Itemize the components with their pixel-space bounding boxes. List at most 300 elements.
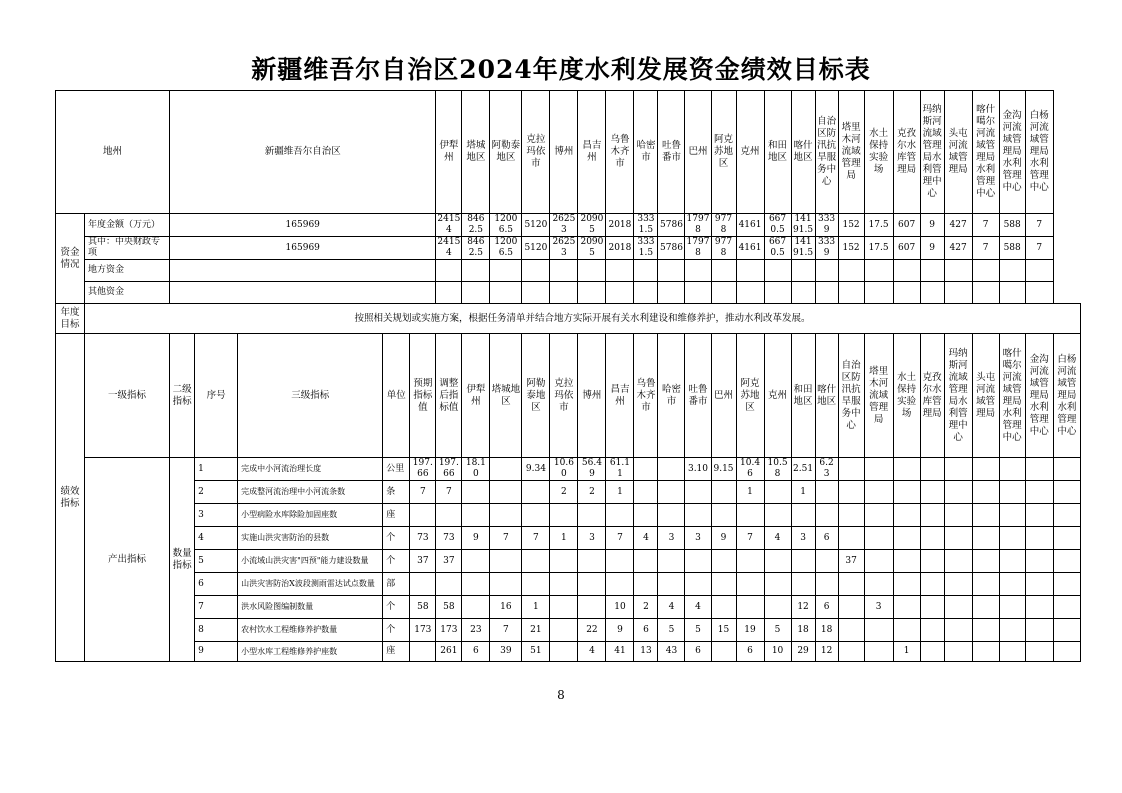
region-header: 阿克苏地区 xyxy=(736,334,764,458)
indicator-value: 6 xyxy=(685,642,711,662)
indicator-value xyxy=(522,573,550,596)
indicator-value xyxy=(462,550,490,573)
indicator-value xyxy=(791,550,815,573)
indicator-planned: 37 xyxy=(410,550,436,573)
indicator-seq: 5 xyxy=(195,550,238,573)
indicator-value xyxy=(920,481,944,504)
indicator-value: 10 xyxy=(764,642,791,662)
indicator-value xyxy=(736,596,764,619)
region-header: 昌吉州 xyxy=(578,91,606,214)
indicator-adjusted: 73 xyxy=(436,527,462,550)
fund-value: 8462.5 xyxy=(462,237,490,260)
indicator-value xyxy=(944,504,972,527)
indicator-value xyxy=(711,481,736,504)
fund-value: 12006.5 xyxy=(490,237,522,260)
fund-value: 9 xyxy=(920,214,944,237)
indicator-value: 4 xyxy=(634,527,658,550)
indicator-value xyxy=(462,504,490,527)
indicator-value: 5 xyxy=(658,619,685,642)
fund-value xyxy=(1025,260,1053,282)
indicator-value xyxy=(1053,527,1080,550)
indicator-value: 4 xyxy=(764,527,791,550)
indicator-planned xyxy=(410,642,436,662)
indicator-value: 12 xyxy=(791,596,815,619)
indicator-value xyxy=(944,527,972,550)
fund-value xyxy=(462,282,490,304)
fund-value: 3331.5 xyxy=(634,237,658,260)
indicator-name: 洪水风险图编制数量 xyxy=(238,596,383,619)
indicator-value xyxy=(711,642,736,662)
indicator-value: 1 xyxy=(893,642,920,662)
fund-value: 5120 xyxy=(522,237,550,260)
region-header: 克拉玛依市 xyxy=(522,91,550,214)
indicator-adjusted xyxy=(436,504,462,527)
fund-value: 5786 xyxy=(658,214,685,237)
fund-row-label: 其中：中央财政专项 xyxy=(85,237,170,260)
indicator-value xyxy=(838,619,864,642)
indicator-value xyxy=(864,619,893,642)
indicator-adjusted xyxy=(436,573,462,596)
level3-header: 三级指标 xyxy=(238,334,383,458)
indicator-seq: 8 xyxy=(195,619,238,642)
indicator-value xyxy=(658,458,685,481)
indicator-planned: 197.66 xyxy=(410,458,436,481)
fund-value: 2018 xyxy=(606,237,634,260)
indicator-name: 山洪灾害防治X波段测雨雷达试点数量 xyxy=(238,573,383,596)
indicator-name: 小型病险水库除险加固座数 xyxy=(238,504,383,527)
indicator-value xyxy=(920,573,944,596)
indicator-seq: 1 xyxy=(195,458,238,481)
indicator-unit: 公里 xyxy=(383,458,410,481)
fund-value xyxy=(522,260,550,282)
indicator-unit: 个 xyxy=(383,527,410,550)
region-header: 乌鲁木齐市 xyxy=(606,91,634,214)
indicator-value xyxy=(972,481,999,504)
indicator-value xyxy=(920,527,944,550)
indicator-value xyxy=(711,504,736,527)
indicator-value: 5 xyxy=(685,619,711,642)
region-header: 阿克苏地区 xyxy=(711,91,736,214)
fund-value xyxy=(634,282,658,304)
indicator-value xyxy=(606,550,634,573)
fund-value: 588 xyxy=(999,214,1025,237)
seq-header: 序号 xyxy=(195,334,238,458)
fund-total xyxy=(170,282,436,304)
indicator-value xyxy=(972,458,999,481)
indicator-value: 6 xyxy=(815,596,838,619)
fund-value: 17978 xyxy=(686,237,710,258)
region-header: 水土保持实验场 xyxy=(864,91,893,214)
indicator-value xyxy=(864,458,893,481)
indicator-value xyxy=(490,550,522,573)
indicator-value: 22 xyxy=(578,619,606,642)
indicator-value: 3 xyxy=(658,527,685,550)
indicator-unit: 条 xyxy=(383,481,410,504)
indicator-value xyxy=(944,573,972,596)
region-header: 伊犁州 xyxy=(436,91,462,214)
fund-value xyxy=(920,282,944,304)
indicator-value xyxy=(815,504,838,527)
fund-total: 165969 xyxy=(170,237,436,260)
region-header: 巴州 xyxy=(685,91,711,214)
indicator-seq: 7 xyxy=(195,596,238,619)
fund-value xyxy=(944,260,972,282)
indicator-name: 小流域山洪灾害"四预"能力建设数量 xyxy=(238,550,383,573)
fund-value xyxy=(838,260,864,282)
region-header: 玛纳斯河流域管理局水利管理中心 xyxy=(944,334,972,458)
indicator-value xyxy=(522,550,550,573)
indicator-value xyxy=(972,642,999,662)
indicator-value xyxy=(658,550,685,573)
indicator-value xyxy=(972,527,999,550)
indicator-unit: 个 xyxy=(383,619,410,642)
fund-value xyxy=(462,260,490,282)
indicator-seq: 2 xyxy=(195,481,238,504)
indicator-value: 43 xyxy=(658,642,685,662)
indicator-value: 1 xyxy=(522,596,550,619)
indicator-value xyxy=(1053,504,1080,527)
indicator-value xyxy=(864,550,893,573)
indicator-value xyxy=(550,596,578,619)
fund-value xyxy=(815,282,838,304)
indicator-value xyxy=(999,619,1025,642)
indicator-value: 9 xyxy=(711,527,736,550)
fund-value: 3339 xyxy=(815,214,838,237)
indicator-value xyxy=(736,504,764,527)
indicator-value xyxy=(999,481,1025,504)
indicator-planned: 7 xyxy=(410,481,436,504)
indicator-value xyxy=(944,481,972,504)
indicator-value: 4 xyxy=(658,596,685,619)
indicator-value: 3 xyxy=(685,527,711,550)
indicator-value: 39 xyxy=(490,642,522,662)
region-header: 金沟河流域管理局水利管理中心 xyxy=(999,91,1025,214)
indicator-value xyxy=(972,573,999,596)
annual-goal-text: 按照相关规划或实施方案，根据任务清单并结合地方实际开展有关水利建设和维修养护，推动水利改革发展。 xyxy=(85,304,1081,334)
performance-target-table xyxy=(55,90,1081,662)
region-header: 塔里木河流域管理局 xyxy=(838,91,864,214)
indicator-unit: 座 xyxy=(383,504,410,527)
indicator-value xyxy=(893,527,920,550)
indicator-value xyxy=(550,642,578,662)
indicator-value: 3 xyxy=(791,527,815,550)
page-number: 8 xyxy=(557,688,565,702)
indicator-value xyxy=(972,619,999,642)
indicator-value: 23 xyxy=(462,619,490,642)
indicator-value: 7 xyxy=(522,527,550,550)
fund-value xyxy=(838,282,864,304)
indicator-value xyxy=(838,458,864,481)
fund-value xyxy=(864,282,893,304)
indicator-value xyxy=(999,596,1025,619)
indicator-value: 9 xyxy=(606,619,634,642)
region-header: 和田地区 xyxy=(791,334,815,458)
indicator-value xyxy=(972,504,999,527)
region-header: 和田地区 xyxy=(764,91,791,214)
fund-value: 24154 xyxy=(437,237,461,258)
indicator-value xyxy=(522,504,550,527)
fund-row-label: 其他资金 xyxy=(85,282,170,304)
region-header: 博州 xyxy=(578,334,606,458)
indicator-value: 3 xyxy=(864,596,893,619)
indicator-value xyxy=(838,481,864,504)
indicator-value xyxy=(920,596,944,619)
indicator-value: 2 xyxy=(578,481,606,504)
indicator-name: 完成中小河流治理长度 xyxy=(238,458,383,481)
fund-value: 152 xyxy=(838,237,864,260)
fund-value: 26253 xyxy=(550,237,578,260)
indicator-value: 1 xyxy=(736,481,764,504)
fund-value xyxy=(550,282,578,304)
indicator-value: 16 xyxy=(490,596,522,619)
indicator-value xyxy=(893,458,920,481)
fund-value xyxy=(490,282,522,304)
indicator-value xyxy=(1053,619,1080,642)
fund-value: 4161 xyxy=(736,237,764,260)
fund-row-label: 地方资金 xyxy=(85,260,170,282)
indicator-value xyxy=(658,504,685,527)
fund-value xyxy=(815,260,838,282)
indicator-value xyxy=(999,642,1025,662)
region-header: 自治区防汛抗旱服务中心 xyxy=(815,91,838,214)
indicator-value xyxy=(838,596,864,619)
fund-value xyxy=(436,282,462,304)
indicator-value: 1 xyxy=(791,481,815,504)
indicator-value: 9.34 xyxy=(522,458,550,481)
indicator-value xyxy=(1025,619,1053,642)
region-header: 喀什地区 xyxy=(815,334,838,458)
indicator-value: 6.23 xyxy=(815,458,838,481)
indicator-value xyxy=(920,504,944,527)
indicator-value: 18 xyxy=(791,619,815,642)
indicator-value xyxy=(944,619,972,642)
region-header: 巴州 xyxy=(711,334,736,458)
indicator-value: 6 xyxy=(736,642,764,662)
fund-total: 165969 xyxy=(170,214,436,237)
indicator-value xyxy=(634,481,658,504)
indicator-value xyxy=(864,504,893,527)
indicator-adjusted: 58 xyxy=(436,596,462,619)
indicator-value xyxy=(972,596,999,619)
region-header: 白杨河流域管理局水利管理中心 xyxy=(1053,334,1080,458)
indicator-value xyxy=(711,550,736,573)
indicator-adjusted: 197.66 xyxy=(436,458,462,481)
fund-value: 2018 xyxy=(606,214,634,237)
region-header: 乌鲁木齐市 xyxy=(634,334,658,458)
region-header: 克孜尔水库管理局 xyxy=(893,91,920,214)
indicator-planned: 173 xyxy=(410,619,436,642)
indicator-value xyxy=(578,596,606,619)
indicator-value xyxy=(462,596,490,619)
indicator-value xyxy=(791,573,815,596)
region-header: 塔里木河流域管理局 xyxy=(864,334,893,458)
indicator-value xyxy=(1025,642,1053,662)
fund-value xyxy=(791,282,815,304)
indicator-value xyxy=(1053,458,1080,481)
fund-value xyxy=(736,260,764,282)
fund-row-label: 年度金额（万元） xyxy=(85,214,170,237)
indicator-value: 51 xyxy=(522,642,550,662)
region-header: 吐鲁番市 xyxy=(685,334,711,458)
fund-value: 588 xyxy=(999,237,1025,260)
fund-value: 3339 xyxy=(815,237,838,260)
region-header: 水土保持实验场 xyxy=(893,334,920,458)
indicator-value xyxy=(764,550,791,573)
region-header: 头屯河流域管理局 xyxy=(944,91,972,214)
fund-value xyxy=(685,282,711,304)
indicator-value xyxy=(634,550,658,573)
indicator-value: 7 xyxy=(490,527,522,550)
fund-value: 12006.5 xyxy=(490,214,522,237)
indicator-adjusted: 37 xyxy=(436,550,462,573)
indicator-value: 21 xyxy=(522,619,550,642)
indicator-value: 6 xyxy=(634,619,658,642)
fund-value xyxy=(893,282,920,304)
fund-value xyxy=(999,260,1025,282)
indicator-value: 19 xyxy=(736,619,764,642)
region-header: 哈密市 xyxy=(634,91,658,214)
indicator-value: 41 xyxy=(606,642,634,662)
fund-value: 7 xyxy=(1025,214,1053,237)
fund-value xyxy=(764,260,791,282)
fund-value xyxy=(764,282,791,304)
indicator-value xyxy=(522,481,550,504)
indicator-value xyxy=(1053,596,1080,619)
fund-value xyxy=(711,282,736,304)
indicator-value: 4 xyxy=(578,642,606,662)
fund-value xyxy=(522,282,550,304)
fund-value xyxy=(864,260,893,282)
fund-value xyxy=(658,282,685,304)
region-header: 阿勒泰地区 xyxy=(522,334,550,458)
indicator-value xyxy=(1025,481,1053,504)
fund-value xyxy=(1025,282,1053,304)
indicator-value xyxy=(1025,458,1053,481)
region-header: 伊犁州 xyxy=(462,334,490,458)
indicator-unit: 部 xyxy=(383,573,410,596)
fund-value xyxy=(944,282,972,304)
fund-value: 20905 xyxy=(578,214,606,237)
indicator-value: 29 xyxy=(791,642,815,662)
region-header: 吐鲁番市 xyxy=(658,91,685,214)
fund-value: 17978 xyxy=(686,214,710,235)
planned-header: 预期指标值 xyxy=(410,334,436,458)
indicator-value xyxy=(685,550,711,573)
region-header: 克孜尔水库管理局 xyxy=(920,334,944,458)
fund-value: 7 xyxy=(972,237,999,260)
indicator-value xyxy=(944,642,972,662)
indicator-value xyxy=(578,550,606,573)
fund-value xyxy=(791,260,815,282)
indicator-seq: 4 xyxy=(195,527,238,550)
indicator-value xyxy=(944,596,972,619)
region-header: 哈密市 xyxy=(658,334,685,458)
region-header: 喀什噶尔河流域管理局水利管理中心 xyxy=(999,334,1025,458)
indicator-value xyxy=(864,573,893,596)
indicator-planned: 73 xyxy=(410,527,436,550)
indicator-value xyxy=(578,573,606,596)
fund-value xyxy=(893,260,920,282)
indicator-value xyxy=(1025,596,1053,619)
indicator-value xyxy=(685,504,711,527)
indicator-name: 小型水库工程维修养护座数 xyxy=(238,642,383,662)
indicator-value xyxy=(791,504,815,527)
annual-goal-label: 年度目标 xyxy=(56,304,85,334)
indicator-value: 9.15 xyxy=(711,458,736,481)
region-label: 地州 xyxy=(56,91,170,214)
indicator-value xyxy=(920,642,944,662)
indicator-value xyxy=(893,481,920,504)
region-header: 克州 xyxy=(764,334,791,458)
indicator-value xyxy=(634,504,658,527)
indicator-value xyxy=(999,550,1025,573)
indicator-value xyxy=(864,642,893,662)
indicator-value xyxy=(550,573,578,596)
fund-value: 3331.5 xyxy=(634,214,658,237)
region-header: 玛纳斯河流域管理局水利管理中心 xyxy=(920,91,944,214)
indicator-value: 4 xyxy=(685,596,711,619)
fund-value: 5120 xyxy=(522,214,550,237)
indicator-value xyxy=(944,458,972,481)
indicator-value: 9 xyxy=(462,527,490,550)
indicator-value: 2.51 xyxy=(791,458,815,481)
fund-value: 17.5 xyxy=(864,237,893,260)
indicator-value xyxy=(999,504,1025,527)
indicator-value: 6 xyxy=(815,527,838,550)
indicator-planned xyxy=(410,573,436,596)
fund-value xyxy=(736,282,764,304)
indicator-value xyxy=(999,458,1025,481)
indicator-value: 37 xyxy=(838,550,864,573)
indicator-value xyxy=(1025,504,1053,527)
region-header: 喀什地区 xyxy=(791,91,815,214)
indicator-value xyxy=(550,619,578,642)
indicator-value xyxy=(838,642,864,662)
indicator-value xyxy=(1053,481,1080,504)
indicator-value xyxy=(634,573,658,596)
indicator-value xyxy=(972,550,999,573)
fund-value xyxy=(550,260,578,282)
indicator-value xyxy=(838,573,864,596)
fund-value: 427 xyxy=(944,237,972,260)
indicator-value: 18 xyxy=(815,619,838,642)
indicator-adjusted: 173 xyxy=(436,619,462,642)
indicator-value xyxy=(764,596,791,619)
indicator-planned xyxy=(410,504,436,527)
indicator-value: 10.58 xyxy=(764,458,791,481)
fund-value xyxy=(634,260,658,282)
indicator-seq: 3 xyxy=(195,504,238,527)
indicator-name: 实施山洪灾害防治的县数 xyxy=(238,527,383,550)
fund-value: 9 xyxy=(920,237,944,260)
page-title: 新疆维吾尔自治区2024年度水利发展资金绩效目标表 xyxy=(251,55,871,84)
indicator-value xyxy=(711,573,736,596)
fund-value: 6670.5 xyxy=(764,214,791,237)
adjusted-header: 调整后指标值 xyxy=(436,334,462,458)
fund-value: 7 xyxy=(1025,237,1053,260)
indicator-value xyxy=(1025,573,1053,596)
indicator-value xyxy=(893,504,920,527)
fund-value xyxy=(658,260,685,282)
indicator-value xyxy=(490,458,522,481)
fund-value: 427 xyxy=(944,214,972,237)
fund-value: 7 xyxy=(972,214,999,237)
indicator-value: 12 xyxy=(815,642,838,662)
indicator-seq: 9 xyxy=(195,642,238,662)
indicator-value: 7 xyxy=(736,527,764,550)
indicator-value xyxy=(490,573,522,596)
indicator-value xyxy=(658,573,685,596)
